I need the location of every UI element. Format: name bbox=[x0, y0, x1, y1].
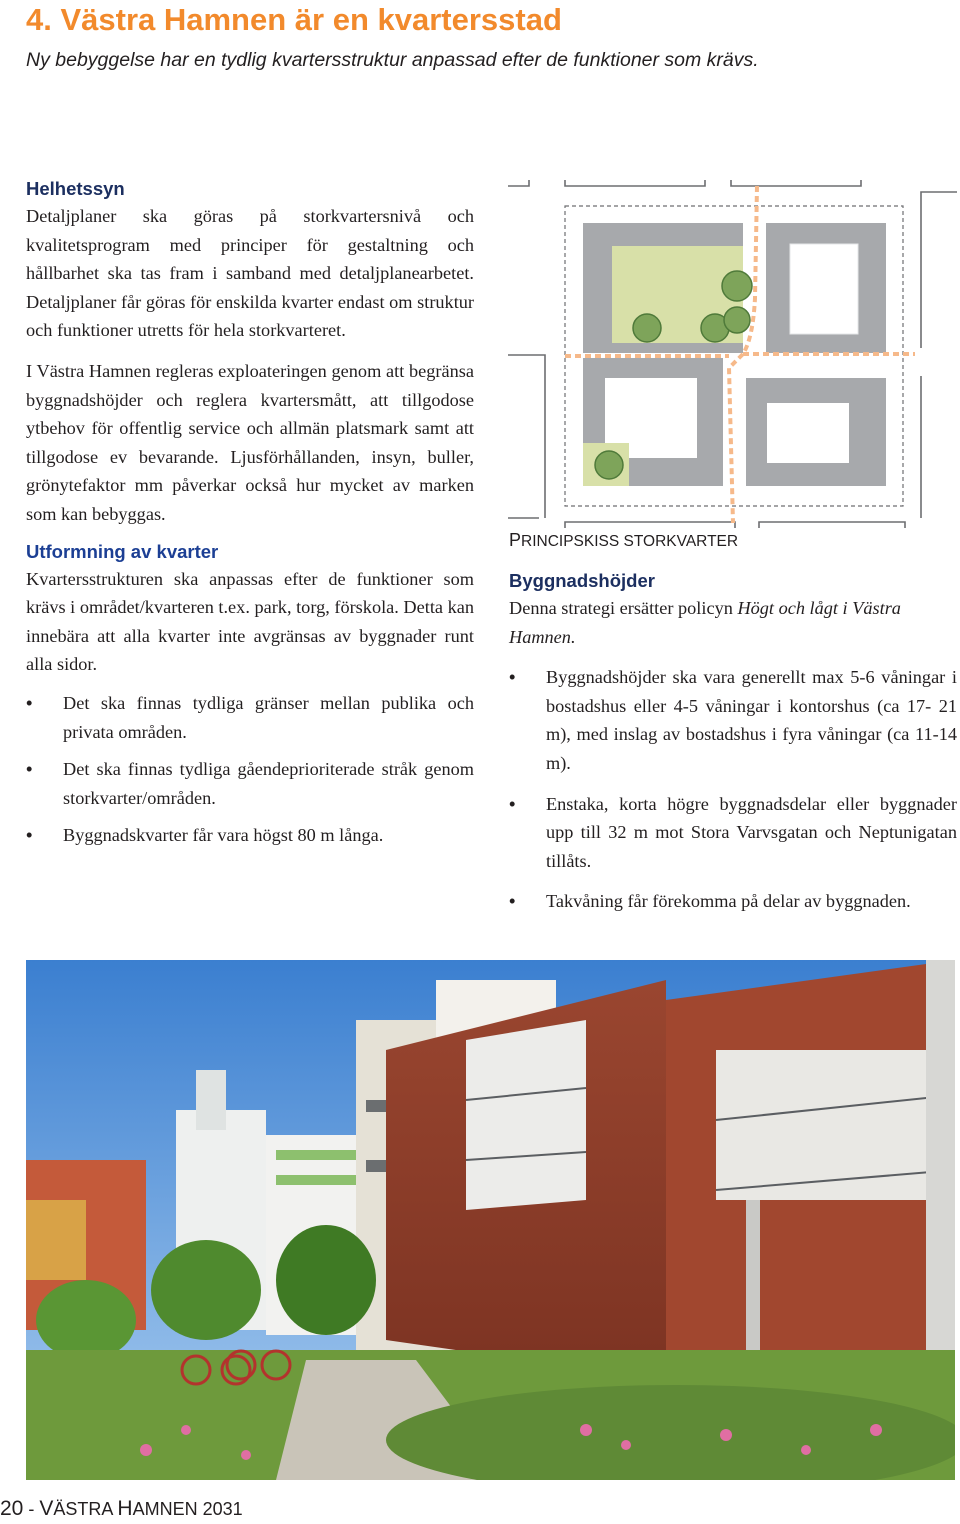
principskiss-diagram bbox=[505, 178, 957, 528]
utformning-bullet-list bbox=[26, 689, 474, 850]
helhetssyn-text: Detaljplaner ska göras på storkvartersnivå och kvalitetsprogram med principer för gestaltning och hållbarhet ska tas fram i samband med detaljplanearbetet. Detaljplaner får göras för enskilda kvarter endast om struktur och funktioner utretts för hela storkvarteret. bbox=[26, 206, 474, 341]
exploatering-text: I Västra Hamnen regleras exploateringen genom att begränsa byggnadshöjder och reglera kvartersmått, att tillgodose ytbehov för offentlig service och allmän platsmark samt att tillgodose ev bevarande. Ljusförhållanden, insyn, buller, grönytefaktor mm påverkar också hur mycket av marken som kan bebyggas. bbox=[26, 360, 474, 524]
page-number: 20 bbox=[0, 1497, 24, 1520]
diagram-caption bbox=[509, 528, 957, 554]
bullet-item: • Det ska finnas tydliga gränser mellan publika och privata områden. bbox=[26, 689, 474, 746]
hojder-intro-plain: Denna strategi ersätter policyn bbox=[509, 598, 738, 618]
footer-v-rest: ÄSTRA bbox=[53, 1499, 118, 1519]
utformning-heading: Utformning av kvarter bbox=[26, 540, 219, 562]
courtyard-photo bbox=[26, 960, 955, 1480]
footer-v-initial: V bbox=[39, 1497, 54, 1520]
page-subtitle: Ny bebyggelse har en tydlig kvartersstruktur anpassad efter de funktioner som krävs. bbox=[26, 49, 759, 71]
bullet-item: • Takvåning får förekomma på delar av byggnaden. bbox=[509, 887, 957, 916]
page-title: 4. Västra Hamnen är en kvartersstad bbox=[26, 2, 562, 37]
bullet-item: • Byggnadskvarter får vara högst 80 m långa. bbox=[26, 821, 474, 850]
utformning-text: Kvartersstrukturen ska anpassas efter de funktioner som krävs i området/kvarteren t.ex. park, torg, förskola. Detta kan innebära att alla kvarter inte avgränsas av byggnader runt alla sidor. bbox=[26, 568, 474, 675]
bullet-item: • Det ska finnas tydliga gåendeprioriterade stråk genom storkvarter/områden. bbox=[26, 755, 474, 812]
bullet-item: • Byggnadshöjder ska vara generellt max 5-6 våningar i bostadshus eller 4-5 våningar i kontorshus (ca 17- 21 m), med inslag av bostadshus i fyra våningar (ca 11-14 m). bbox=[509, 663, 957, 777]
helhetssyn-heading: Helhetssyn bbox=[26, 178, 125, 199]
footer-h-rest: AMNEN 2031 bbox=[132, 1499, 243, 1519]
footer-h-initial: H bbox=[117, 1497, 133, 1520]
hojder-intro-italic: Högt och lågt i Västra Hamnen. bbox=[509, 598, 901, 647]
left-column bbox=[26, 176, 474, 859]
hojder-heading: Byggnadshöjder bbox=[509, 570, 655, 591]
caption-rest: RINCIPSKISS STORKVARTER bbox=[521, 533, 739, 550]
bullet-item: • Enstaka, korta högre byggnadsdelar eller byggnader upp till 32 m mot Stora Varvsgatan och Neptunigatan tillåts. bbox=[509, 790, 957, 876]
hojder-bullet-list bbox=[509, 663, 957, 916]
hojder-intro bbox=[509, 594, 957, 651]
caption-initial: P bbox=[509, 530, 522, 550]
page-footer bbox=[0, 1496, 243, 1522]
right-column bbox=[509, 528, 957, 925]
footer-separator: - bbox=[23, 1499, 40, 1519]
